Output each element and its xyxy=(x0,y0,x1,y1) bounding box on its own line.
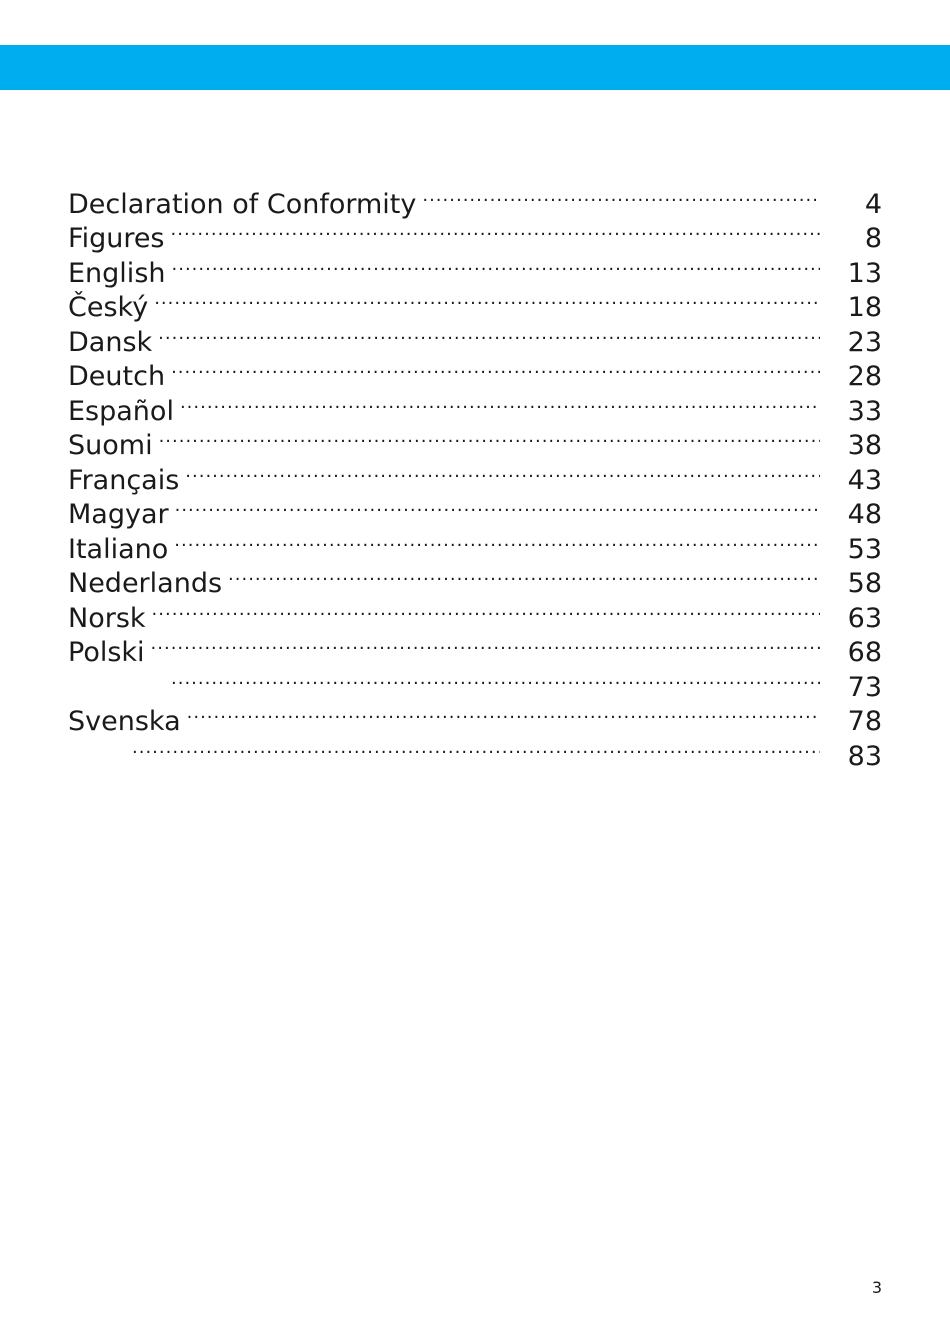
toc-entry-page: 13 xyxy=(847,257,882,289)
toc-entry-title: Figures xyxy=(68,223,165,254)
toc-entry-polski[interactable] xyxy=(68,627,882,668)
toc-entry-untitled-73[interactable] xyxy=(68,661,882,703)
dot-leader xyxy=(171,351,820,386)
toc-entry-page: 18 xyxy=(847,292,882,323)
toc-entry-title: Français xyxy=(68,464,180,496)
table-of-contents xyxy=(68,178,882,772)
dot-leader xyxy=(422,178,820,213)
toc-entry-italiano[interactable] xyxy=(68,523,882,565)
toc-entry-espanol[interactable] xyxy=(68,385,882,427)
dot-leader xyxy=(174,523,820,558)
toc-entry-declaration[interactable] xyxy=(68,178,882,220)
dot-leader xyxy=(172,247,821,282)
toc-entry-page: 83 xyxy=(847,740,882,772)
dot-leader xyxy=(185,454,820,489)
toc-entry-title: Suomi xyxy=(68,430,153,461)
toc-entry-page: 73 xyxy=(847,671,882,703)
dot-leader xyxy=(187,696,820,731)
toc-entry-page: 28 xyxy=(847,361,882,392)
dot-leader xyxy=(132,730,820,765)
toc-entry-title: Norsk xyxy=(68,602,146,634)
toc-entry-title: Magyar xyxy=(68,499,169,530)
toc-entry-page: 78 xyxy=(847,706,882,737)
toc-entry-page: 58 xyxy=(847,568,882,599)
toc-entry-svenska[interactable] xyxy=(68,696,882,737)
toc-entry-dansk[interactable] xyxy=(68,316,882,358)
toc-entry-cesky[interactable] xyxy=(68,282,882,323)
toc-entry-figures[interactable] xyxy=(68,213,882,254)
toc-entry-page: 68 xyxy=(847,637,882,668)
toc-entry-title: Svenska xyxy=(68,706,181,737)
dot-leader xyxy=(228,558,820,593)
toc-entry-title: Deutch xyxy=(68,361,166,392)
dot-leader xyxy=(171,661,820,696)
toc-entry-title: Español xyxy=(68,395,174,427)
toc-entry-untitled-83[interactable] xyxy=(68,730,882,772)
toc-entry-title: Declaration of Conformity xyxy=(68,188,417,220)
toc-entry-page: 4 xyxy=(864,188,882,220)
toc-entry-page: 63 xyxy=(847,602,882,634)
toc-entry-norsk[interactable] xyxy=(68,592,882,634)
toc-entry-title: Nederlands xyxy=(68,568,223,599)
toc-entry-title: Český xyxy=(68,292,149,323)
dot-leader xyxy=(171,213,820,248)
toc-entry-page: 43 xyxy=(847,464,882,496)
dot-leader xyxy=(154,282,820,317)
toc-entry-deutch[interactable] xyxy=(68,351,882,392)
toc-entry-english[interactable] xyxy=(68,247,882,289)
header-band xyxy=(0,45,950,90)
toc-entry-francais[interactable] xyxy=(68,454,882,496)
dot-leader xyxy=(175,489,820,524)
toc-entry-page: 48 xyxy=(847,499,882,530)
dot-leader xyxy=(151,627,820,662)
toc-entry-suomi[interactable] xyxy=(68,420,882,461)
toc-entry-page: 8 xyxy=(864,223,882,254)
toc-entry-magyar[interactable] xyxy=(68,489,882,530)
dot-leader xyxy=(152,592,820,627)
page-number: 3 xyxy=(871,1278,882,1297)
toc-entry-page: 33 xyxy=(847,395,882,427)
toc-entry-page: 23 xyxy=(847,326,882,358)
dot-leader xyxy=(158,316,820,351)
toc-entry-page: 53 xyxy=(847,533,882,565)
toc-entry-title: Dansk xyxy=(68,326,153,358)
toc-entry-title: Italiano xyxy=(68,533,169,565)
toc-entry-page: 38 xyxy=(847,430,882,461)
dot-leader xyxy=(180,385,820,420)
toc-entry-title: English xyxy=(68,257,166,289)
dot-leader xyxy=(159,420,820,455)
toc-entry-nederlands[interactable] xyxy=(68,558,882,599)
toc-entry-title: Polski xyxy=(68,637,145,668)
